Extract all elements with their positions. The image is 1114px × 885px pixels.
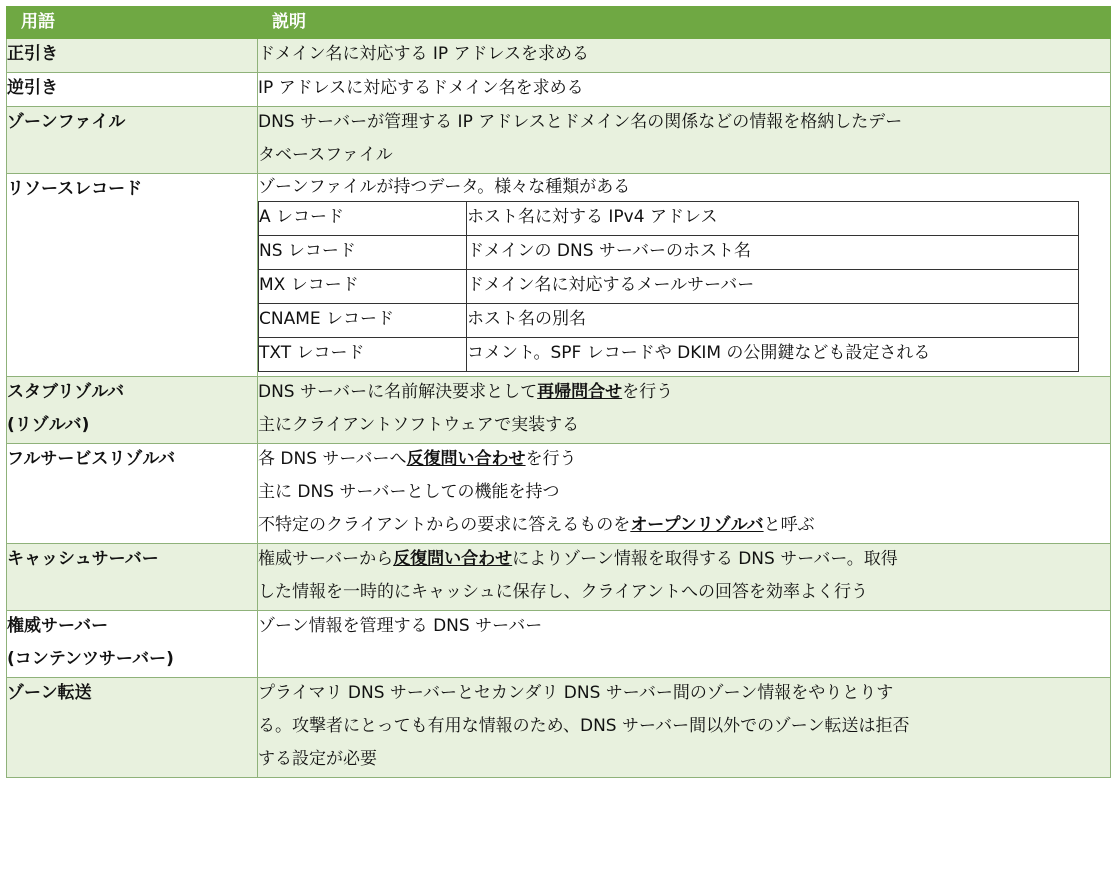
description-text — [258, 377, 1110, 410]
description-text: IP アドレスに対応するドメイン名を求める — [258, 78, 584, 98]
term-cell — [7, 107, 258, 174]
term-text: キャッシュサーバー — [7, 549, 159, 569]
term-cell — [7, 444, 258, 544]
term-cell — [7, 611, 258, 678]
description-cell — [258, 107, 1111, 174]
record-row — [259, 202, 1079, 236]
description-text: した情報を一時的にキャッシュに保存し、クライアントへの回答を効率よく行う — [258, 582, 868, 602]
record-type-table — [258, 201, 1079, 372]
emphasized-term: 再帰問合せ — [537, 382, 623, 402]
term-text: 正引き — [7, 44, 58, 64]
description-text: タベースファイル — [258, 145, 393, 165]
record-row — [259, 338, 1079, 372]
description-text: 主にクライアントソフトウェアで実装する — [258, 415, 580, 435]
record-description: ドメイン名に対応するメールサーバー — [467, 270, 1079, 304]
table-row — [7, 377, 1111, 444]
record-row — [259, 304, 1079, 338]
term-cell — [7, 39, 258, 73]
term-text: フルサービスリゾルバ — [7, 449, 176, 469]
table-row — [7, 174, 1111, 377]
table-row — [7, 611, 1111, 678]
description-segment: 権威サーバーから — [258, 549, 394, 569]
description-cell — [258, 444, 1111, 544]
description-cell — [258, 544, 1111, 611]
term-text: 権威サーバー — [7, 616, 109, 636]
term-cell — [7, 678, 258, 778]
table-row — [7, 444, 1111, 544]
record-type: NS レコード — [259, 236, 467, 270]
header-row — [7, 7, 1111, 39]
term-text: (リゾルバ) — [7, 415, 90, 435]
table-row — [7, 678, 1111, 778]
table-row — [7, 107, 1111, 174]
record-description: コメント。SPF レコードや DKIM の公開鍵なども設定される — [467, 338, 1079, 372]
description-text — [258, 544, 1110, 577]
description-cell — [258, 678, 1111, 778]
emphasized-term: オープンリゾルバ — [630, 515, 764, 535]
description-cell — [258, 611, 1111, 678]
description-text: ゾーン情報を管理する DNS サーバー — [258, 616, 543, 636]
record-type: A レコード — [259, 202, 467, 236]
record-type: TXT レコード — [259, 338, 467, 372]
record-type: MX レコード — [259, 270, 467, 304]
description-cell — [258, 39, 1111, 73]
record-description: ホスト名の別名 — [467, 304, 1079, 338]
record-row — [259, 270, 1079, 304]
description-segment: を行う — [622, 382, 674, 402]
description-text: する設定が必要 — [258, 749, 377, 769]
emphasized-term: 反復問い合わせ — [393, 549, 513, 569]
term-text: リソースレコード — [7, 179, 143, 199]
table-row — [7, 39, 1111, 73]
description-text: 主に DNS サーバーとしての機能を持つ — [258, 482, 560, 502]
term-cell — [7, 377, 258, 444]
description-cell — [258, 174, 1111, 377]
description-segment: によりゾーン情報を取得する DNS サーバー。取得 — [512, 549, 898, 569]
description-text: DNS サーバーが管理する IP アドレスとドメイン名の関係などの情報を格納したデー — [258, 112, 903, 132]
description-segment: を行う — [525, 449, 577, 469]
description-segment: 不特定のクライアントからの要求に答えるものを — [258, 515, 631, 535]
description-segment: 各 DNS サーバーへ — [258, 449, 407, 469]
table-row — [7, 73, 1111, 107]
term-text: スタブリゾルバ — [7, 382, 125, 402]
description-text: プライマリ DNS サーバーとセカンダリ DNS サーバー間のゾーン情報をやりとりす — [258, 683, 894, 703]
description-text — [258, 444, 1110, 477]
description-segment: DNS サーバーに名前解決要求として — [258, 382, 538, 402]
header-term: 用語 — [7, 7, 258, 39]
term-text: ゾーン転送 — [7, 683, 92, 703]
dns-glossary-table — [6, 6, 1111, 778]
record-description: ホスト名に対する IPv4 アドレス — [467, 202, 1079, 236]
term-text: 逆引き — [7, 78, 58, 98]
record-row — [259, 236, 1079, 270]
record-description: ドメインの DNS サーバーのホスト名 — [467, 236, 1079, 270]
table-row — [7, 544, 1111, 611]
glossary-table-wrapper — [6, 6, 1110, 778]
term-text: (コンテンツサーバー) — [7, 649, 174, 669]
description-text: る。攻撃者にとっても有用な情報のため、DNS サーバー間以外でのゾーン転送は拒否 — [258, 716, 910, 736]
description-segment: と呼ぶ — [763, 515, 815, 535]
description-text: ゾーンファイルが持つデータ。様々な種類がある — [258, 177, 631, 197]
emphasized-term: 反復問い合わせ — [406, 449, 526, 469]
term-cell — [7, 544, 258, 611]
record-type: CNAME レコード — [259, 304, 467, 338]
description-cell — [258, 73, 1111, 107]
description-text — [258, 510, 1110, 543]
term-text: ゾーンファイル — [7, 112, 126, 132]
description-cell — [258, 377, 1111, 444]
term-cell — [7, 73, 258, 107]
term-cell — [7, 174, 258, 377]
description-text: ドメイン名に対応する IP アドレスを求める — [258, 44, 590, 64]
header-description: 説明 — [258, 7, 1111, 39]
